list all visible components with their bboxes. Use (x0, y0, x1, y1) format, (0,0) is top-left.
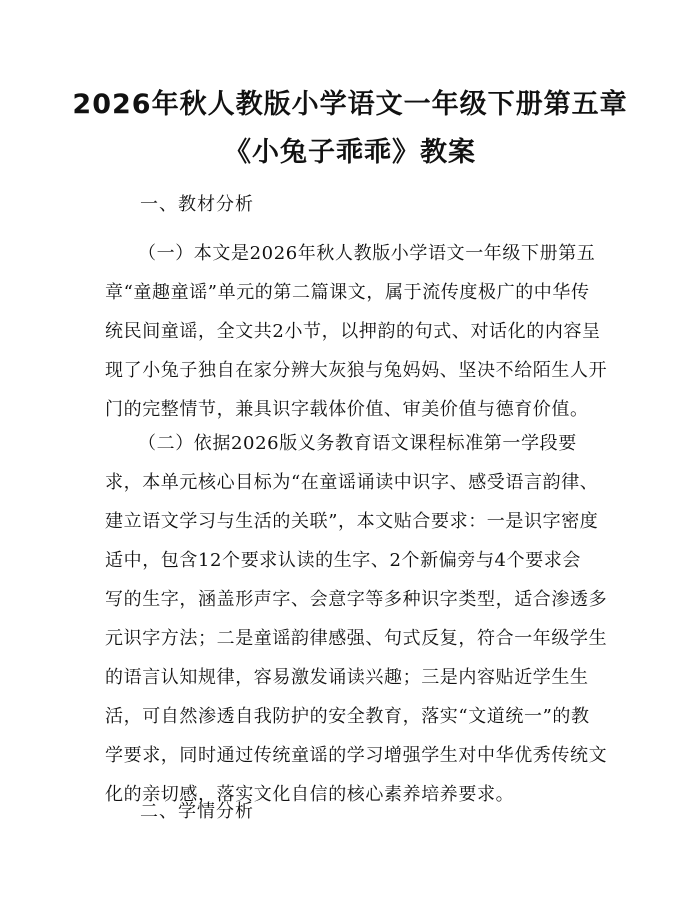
paragraph-line: 统民间童谣，全文共2小节，以押韵的句式、对话化的内容呈 (105, 321, 601, 342)
paragraph-line: 建立语文学习与生活的关联”，本文贴合要求：一是识字密度 (105, 511, 599, 532)
paragraph-line: 求，本单元核心目标为“在童谣诵读中识字、感受语言韵律、 (105, 472, 599, 493)
document-title-line-2: 《小兔子乖乖》教案 (224, 137, 476, 168)
paragraph-line: 门的完整情节，兼具识字载体价值、审美价值与德育价值。 (105, 399, 589, 420)
paragraph-line: 元识字方法；二是童谣韵律感强、句式反复，符合一年级学生 (105, 628, 608, 649)
paragraph-line: 活，可自然渗透自我防护的安全教育，落实“文道统一”的教 (105, 706, 590, 727)
paragraph-line: 现了小兔子独自在家分辨大灰狼与兔妈妈、坚决不给陌生人开 (105, 360, 608, 381)
paragraph-line: 学要求，同时通过传统童谣的学习增强学生对中华优秀传统文 (105, 745, 608, 766)
paragraph-line: 的语言认知规律，容易激发诵读兴趣；三是内容贴近学生生 (105, 667, 589, 688)
section-heading-learner-analysis: 二、学情分析 (140, 801, 254, 822)
paragraph-line: 写的生字，涵盖形声字、会意字等多种识字类型，适合渗透多 (105, 589, 608, 610)
paragraph-line: （一）本文是2026年秋人教版小学语文一年级下册第五 (138, 243, 596, 264)
paragraph-line: （二）依据2026版义务教育语文课程标准第一学段要 (138, 433, 577, 454)
document-title-line-1: 2026年秋人教版小学语文一年级下册第五章 (72, 89, 628, 120)
paragraph-textbook-intro (105, 234, 608, 429)
paragraph-line: 化的亲切感，落实文化自信的核心素养培养要求。 (105, 784, 515, 805)
paragraph-line: 适中，包含12个要求认读的生字、2个新偏旁与4个要求会 (105, 550, 582, 571)
section-heading-textbook-analysis: 一、教材分析 (140, 194, 254, 215)
paragraph-line: 章“童趣童谣”单元的第二篇课文，属于流传度极广的中华传 (105, 282, 590, 303)
paragraph-curriculum-basis (105, 424, 608, 814)
